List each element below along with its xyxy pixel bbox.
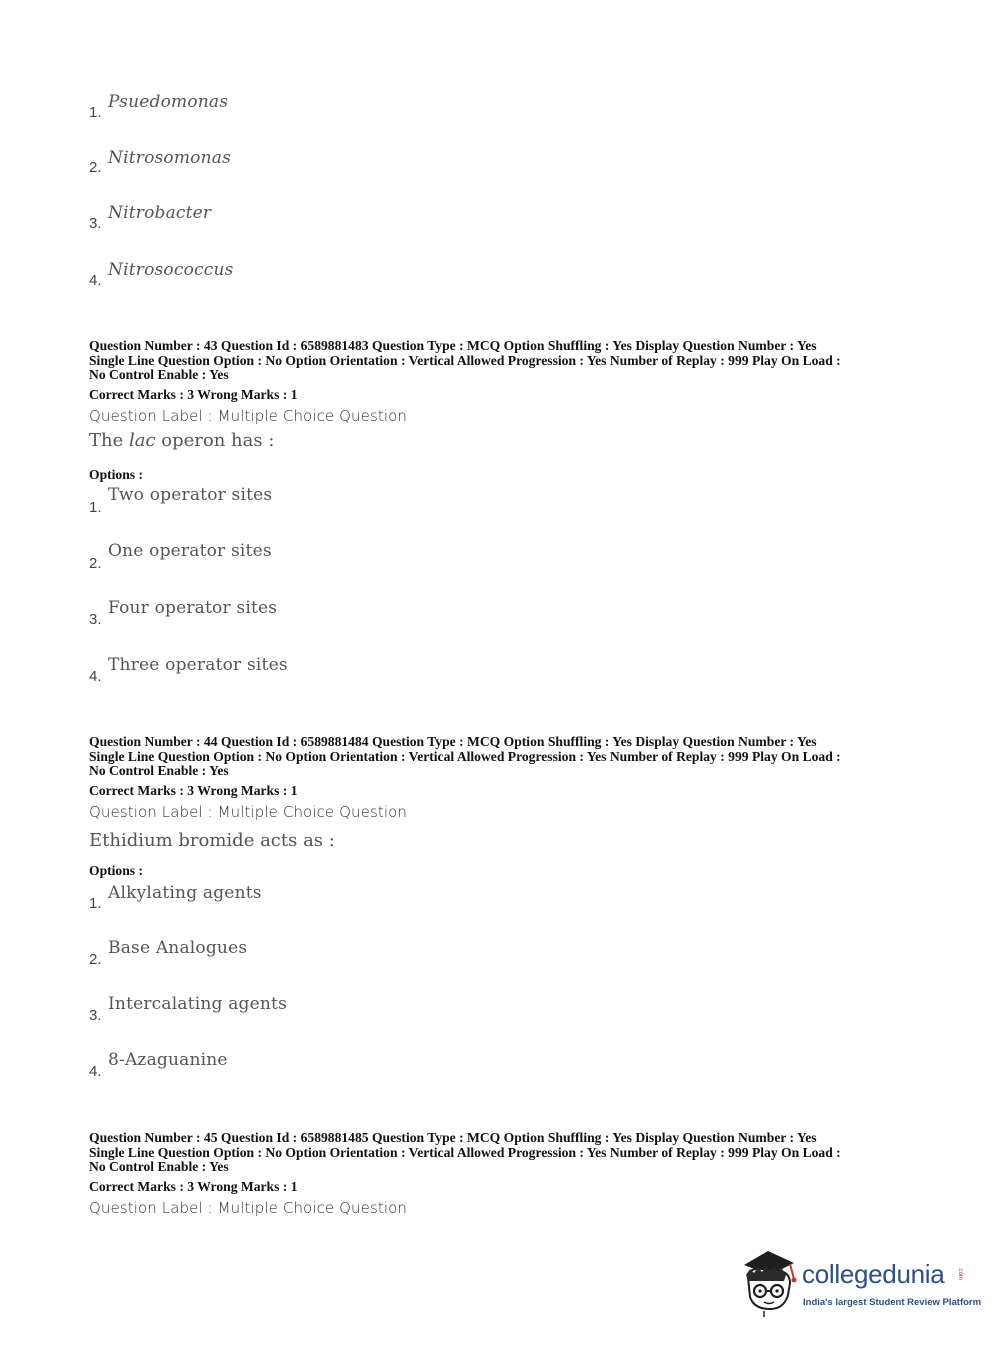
option-text: Nitrosomonas bbox=[108, 148, 232, 168]
option-text: Two operator sites bbox=[108, 485, 273, 505]
option-text: Three operator sites bbox=[108, 655, 288, 675]
question-marks: Correct Marks : 3 Wrong Marks : 1 bbox=[89, 783, 298, 798]
option-number: 2. bbox=[89, 555, 102, 572]
question-label: Question Label : Multiple Choice Question bbox=[89, 803, 408, 821]
question-marks: Correct Marks : 3 Wrong Marks : 1 bbox=[89, 1179, 298, 1194]
question-label: Question Label : Multiple Choice Question bbox=[89, 1199, 408, 1217]
option-number: 3. bbox=[89, 611, 102, 628]
brand-name: collegedunia bbox=[802, 1259, 945, 1289]
question-meta: Question Number : 45 Question Id : 6589881485 Question Type : MCQ Option Shuffling : Yes Display Question Number : Yes Single Line Question Option : No Option Orientation : Vertical Allowed Progression : Yes Number of Replay : 999 Play On Load : No Control Enable : Yes bbox=[89, 1130, 841, 1175]
mascot-icon bbox=[740, 1247, 802, 1317]
question-meta: Question Number : 43 Question Id : 6589881483 Question Type : MCQ Option Shuffling : Yes Display Question Number : Yes Single Line Question Option : No Option Orientation : Vertical Allowed Progression : Yes Number of Replay : 999 Play On Load : No Control Enable : Yes bbox=[89, 338, 841, 383]
option-number: 1. bbox=[89, 104, 102, 121]
brand-tagline: India's largest Student Review Platform bbox=[803, 1297, 982, 1308]
option-number: 4. bbox=[89, 272, 102, 289]
options-label: Options : bbox=[89, 863, 144, 878]
option-number: 4. bbox=[89, 668, 102, 685]
option-text: Nitrobacter bbox=[108, 203, 212, 223]
option-text: Alkylating agents bbox=[108, 883, 262, 903]
option-text: Psuedomonas bbox=[108, 92, 229, 112]
option-text: Nitrosococcus bbox=[108, 260, 234, 280]
options-label: Options : bbox=[89, 467, 144, 482]
collegedunia-logo[interactable] bbox=[740, 1247, 982, 1322]
question-marks: Correct Marks : 3 Wrong Marks : 1 bbox=[89, 387, 298, 402]
option-number: 3. bbox=[89, 215, 102, 232]
option-number: 3. bbox=[89, 1007, 102, 1024]
option-number: 2. bbox=[89, 951, 102, 968]
option-text: 8-Azaguanine bbox=[108, 1050, 228, 1070]
option-text: Intercalating agents bbox=[108, 994, 287, 1014]
option-number: 1. bbox=[89, 499, 102, 516]
option-text: Base Analogues bbox=[108, 938, 248, 958]
option-text: Four operator sites bbox=[108, 598, 278, 618]
option-text: One operator sites bbox=[108, 541, 272, 561]
option-number: 2. bbox=[89, 159, 102, 176]
question-meta: Question Number : 44 Question Id : 6589881484 Question Type : MCQ Option Shuffling : Yes Display Question Number : Yes Single Line Question Option : No Option Orientation : Vertical Allowed Progression : Yes Number of Replay : 999 Play On Load : No Control Enable : Yes bbox=[89, 734, 841, 779]
option-number: 4. bbox=[89, 1063, 102, 1080]
question-label: Question Label : Multiple Choice Question bbox=[89, 407, 408, 425]
brand-dotcom: .com bbox=[957, 1267, 963, 1281]
question-text: The lac operon has : bbox=[89, 430, 275, 451]
question-text: Ethidium bromide acts as : bbox=[89, 830, 335, 851]
option-number: 1. bbox=[89, 895, 102, 912]
